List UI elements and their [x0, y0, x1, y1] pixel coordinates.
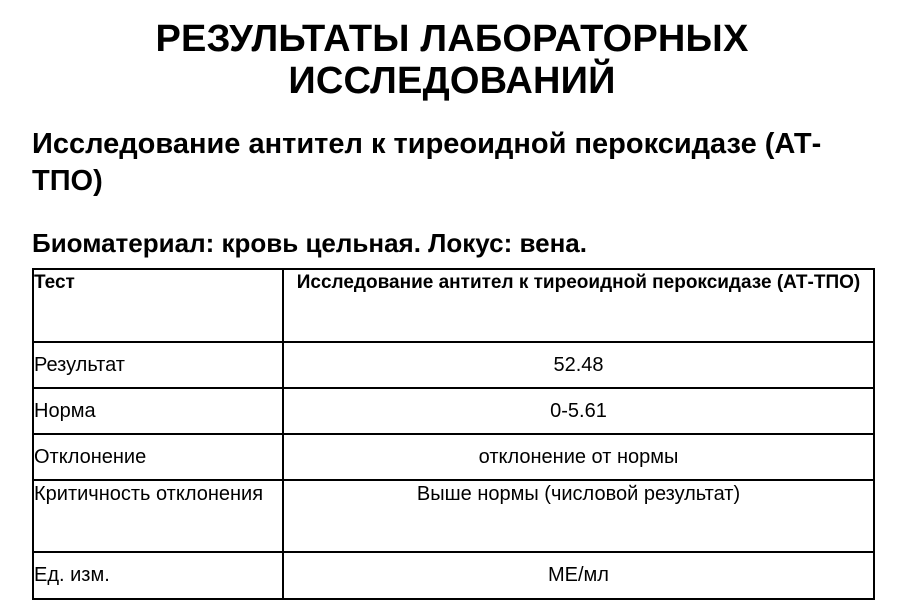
row-label-units: Ед. изм. — [33, 552, 283, 599]
row-value-deviation: отклонение от нормы — [283, 434, 874, 480]
header-value-cell: Исследование антител к тиреоидной пероксидазе (АТ-ТПО) — [283, 269, 874, 342]
table-row — [33, 552, 874, 599]
table-row — [33, 342, 874, 388]
row-value-units: МЕ/мл — [283, 552, 874, 599]
row-label-result: Результат — [33, 342, 283, 388]
row-value-criticality: Выше нормы (числовой результат) — [283, 480, 874, 552]
results-table — [32, 268, 875, 600]
row-label-criticality: Критичность отклонения — [33, 480, 283, 552]
row-value-norm: 0-5.61 — [283, 388, 874, 434]
table-row — [33, 480, 874, 552]
section-title: Исследование антител к тиреоидной пероксидазе (АТ-ТПО) — [32, 128, 822, 197]
table-header-row — [33, 269, 874, 342]
table-row — [33, 434, 874, 480]
row-value-result: 52.48 — [283, 342, 874, 388]
row-label-deviation: Отклонение — [33, 434, 283, 480]
document-title: РЕЗУЛЬТАТЫ ЛАБОРАТОРНЫХ ИССЛЕДОВАНИЙ — [155, 18, 749, 102]
table-row — [33, 388, 874, 434]
biomaterial-line: Биоматериал: кровь цельная. Локус: вена. — [32, 228, 587, 258]
header-label-cell: Тест — [33, 269, 283, 342]
row-label-norm: Норма — [33, 388, 283, 434]
